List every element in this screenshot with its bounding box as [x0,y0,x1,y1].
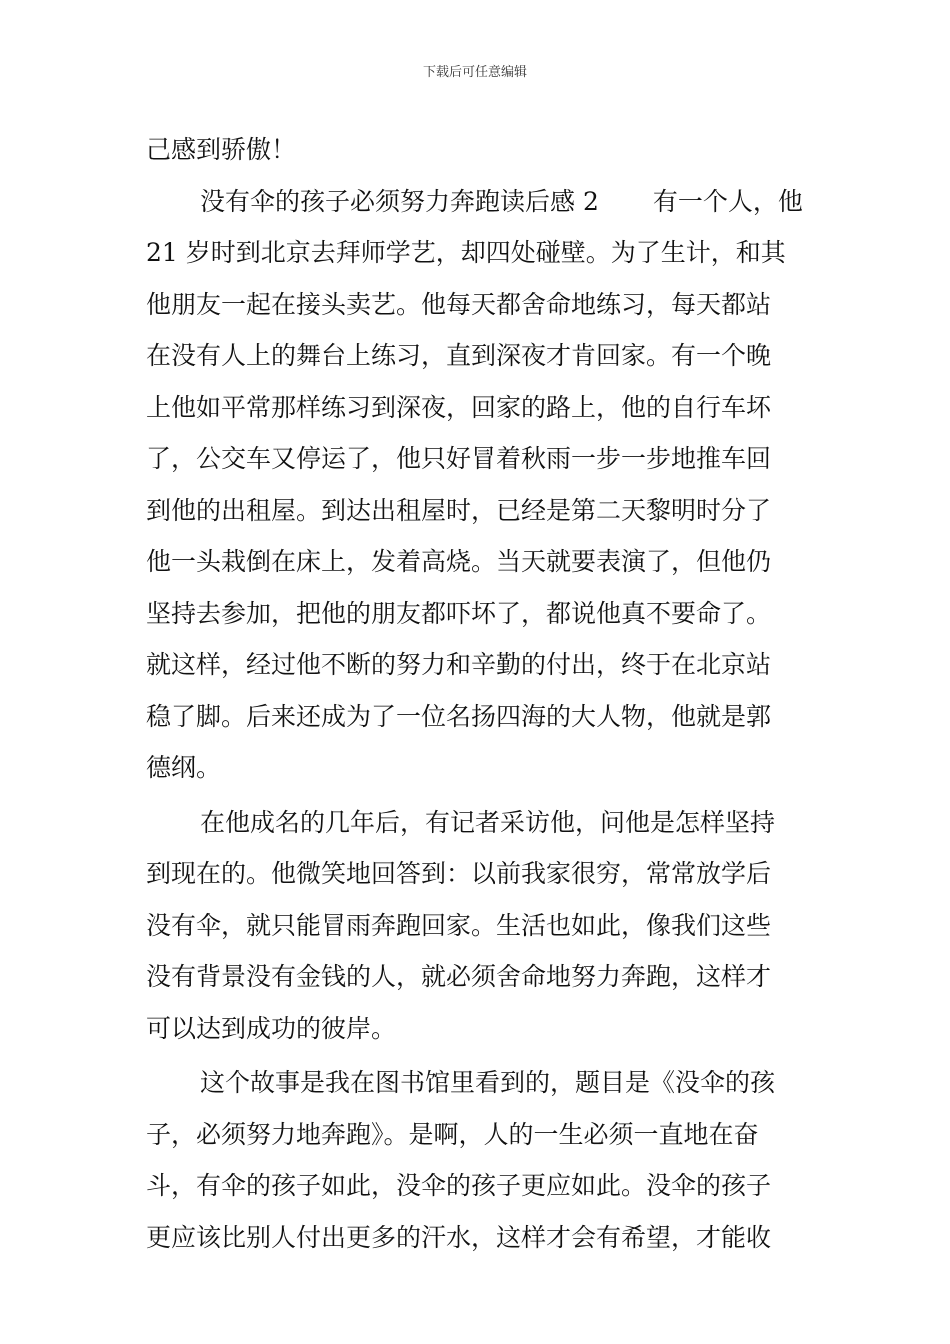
text-line [146,746,810,798]
line-text: 更应该比别人付出更多的汗水，这样才会有希望，才能收 [146,1222,772,1252]
text-line [146,955,810,1007]
text-line [146,437,810,489]
text-line [146,1061,810,1113]
line-text: 了，公交车又停运了，他只好冒着秋雨一步一步地推车回 [146,444,772,473]
text-line [146,283,810,335]
text-line [146,904,810,956]
text-line [146,1113,810,1165]
line-text: 子，必须努力地奔跑》。是啊，人的一生必须一直地在奋 [146,1119,759,1149]
text-line [146,180,810,232]
text-line [146,852,810,904]
line-text: 这个故事是我在图书馆里看到的，题目是《没伞的孩 [200,1068,776,1097]
text-line [146,801,810,853]
text-line [146,231,810,283]
text-line [146,386,810,438]
line-text: 他朋友一起在接头卖艺。他每天都舍命地练习，每天都站 [146,289,772,319]
text-line [146,1216,810,1268]
text-line [146,489,810,541]
line-text: 可以达到成功的彼岸。 [146,1013,397,1043]
line-text: 没有背景没有金钱的人，就必须舍命地努力奔跑，这样才 [146,962,772,991]
line-text: 有一个人，他 [652,186,803,216]
essay-title: 没有伞的孩子必须努力奔跑读后感 2 [200,186,599,216]
line-text: 就这样，经过他不断的努力和辛勤的付出，终于在北京站 [146,650,772,679]
text-line [146,1164,810,1216]
line-text: 上他如平常那样练习到深夜，回家的路上，他的自行车坏 [146,392,772,422]
line-text: 没有伞，就只能冒雨奔跑回家。生活也如此，像我们这些 [146,910,772,940]
line-text: 稳了脚。后来还成为了一位名扬四海的大人物，他就是郭 [146,701,772,731]
page-header-note: 下载后可任意编辑 [422,65,527,80]
line-text: 他一头栽倒在床上，发着高烧。当天就要表演了，但他仍 [146,547,772,576]
line-text: 到现在的。他微笑地回答到：以前我家很穷，常常放学后 [146,859,772,888]
document-body [146,128,810,1267]
text-line [146,695,810,747]
line-text: 德纲。 [146,753,222,782]
line-text: 在没有人上的舞台上练习，直到深夜才肯回家。有一个晚 [146,341,772,370]
line-text: 到他的出租屋。到达出租屋时，已经是第二天黎明时分了 [146,495,772,525]
text-line [146,540,810,592]
text-line [146,128,810,180]
text-line [146,334,810,386]
line-text: 坚持去参加，把他的朋友都吓坏了，都说他真不要命了。 [146,598,772,628]
line-text: 己感到骄傲！ [146,135,297,164]
text-line [146,1007,810,1059]
text-line [146,643,810,695]
line-text: 21 岁时到北京去拜师学艺，却四处碰壁。为了生计，和其 [146,238,786,267]
text-line [146,592,810,644]
line-text: 斗，有伞的孩子如此，没伞的孩子更应如此。没伞的孩子 [146,1171,772,1200]
line-text: 在他成名的几年后，有记者采访他，问他是怎样坚持 [200,807,776,837]
